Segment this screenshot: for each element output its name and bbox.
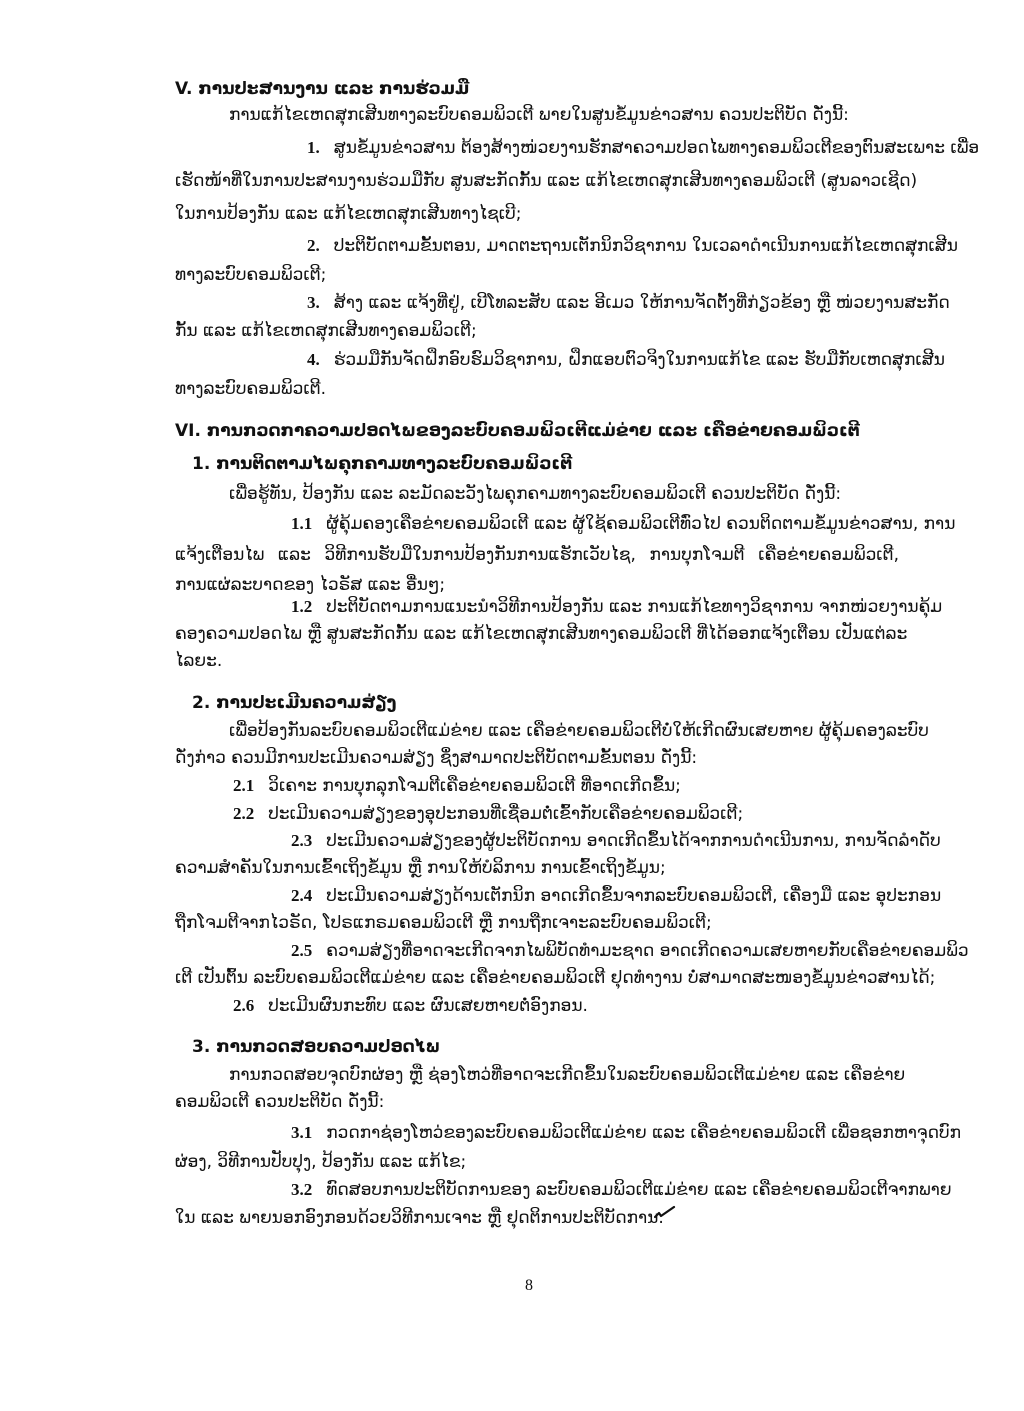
item-2-5-line-1: 2.5 ຄວາມສ່ຽງທີ່ອາດຈະເກີດຈາກໄພພິບັດທຳມະຊາດ ອາດເກີດຄວາມເສຍຫາຍກັບເຄືອຂ່າຍຄອມພິວ: [291, 941, 969, 961]
item-2-4-line-2: ຖືກໂຈມຕີຈາກໄວຣັດ, ໂປຣແກຣມຄອມພິວເຕີ ຫຼື ການຖືກເຈາະລະບົບຄອມພິວເຕີ;: [175, 913, 712, 933]
item-1-2-line-3: ໄລຍະ.: [175, 651, 223, 671]
item-3-2-line-1: 3.2 ທົດສອບການປະຕິບັດການຂອງ ລະບົບຄອມພິວເຕີແມ່ຂ່າຍ ແລະ ເຄືອຂ່າຍຄອມພິວເຕີຈາກພາຍ: [291, 1180, 952, 1200]
item-2-4-line-1: 2.4 ປະເມີນຄວາມສ່ຽງດ້ານເຕັກນິກ ອາດເກີດຂຶ້ນຈາກລະບົບຄອມພິວເຕີ, ເຄື່ອງມື ແລະ ອຸປະກອນ: [291, 886, 942, 906]
item-3-1-line-1: 3.1 ກວດກາຊ່ອງໂຫວ່ຂອງລະບົບຄອມພິວເຕີແມ່ຂ່າຍ ແລະ ເຄືອຂ່າຍຄອມພິວເຕີ ເພື່ອຊອກຫາຈຸດບົກ: [291, 1123, 961, 1143]
item-2-1: 2.1 ວິເຄາະ ການບຸກລຸກໂຈມຕີເຄືອຂ່າຍຄອມພິວເຕີ ທີ່ອາດເກີດຂຶ້ນ;: [233, 776, 681, 796]
page-number: 8: [525, 1277, 533, 1294]
subsection-1-heading: 1. ການຕິດຕາມໄພຄຸກຄາມທາງລະບົບຄອມພິວເຕີ: [192, 454, 573, 474]
item-v-1-line-3: ໃນການປ້ອງກັນ ແລະ ແກ້ໄຂເຫດສຸກເສີນທາງໄຊເບີ;: [175, 204, 522, 224]
item-1-2-line-1: 1.2 ປະຕິບັດຕາມການແນະນຳວິທີການປ້ອງກັນ ແລະ ການແກ້ໄຂທາງວິຊາການ ຈາກໜ່ວຍງານຄຸ້ມ: [291, 597, 943, 617]
section-v-heading: V. ການປະສານງານ ແລະ ການຮ່ວມມື: [175, 79, 470, 99]
section-vi-heading: VI. ການກວດກາຄວາມປອດໄພຂອງລະບົບຄອມພິວເຕີແມ່ຂ່າຍ ແລະ ເຄືອຂ່າຍຄອມພິວເຕີ: [175, 421, 860, 441]
section-v-intro: ການແກ້ໄຂເຫດສຸກເສີນທາງລະບົບຄອມພິວເຕີ ພາຍໃນສູນຂໍ້ມູນຂ່າວສານ ຄວນປະຕິບັດ ດັ່ງນີ້:: [229, 105, 849, 125]
item-2-6: 2.6 ປະເມີນຜົນກະທົບ ແລະ ຜົນເສຍຫາຍຕໍ່ອົງກອນ.: [233, 996, 588, 1016]
item-1-1-line-3: ການແຜ່ລະບາດຂອງ ໄວຣັສ ແລະ ອື່ນໆ;: [175, 575, 446, 595]
item-v-3-line-2: ກັ້ນ ແລະ ແກ້ໄຂເຫດສຸກເສີນທາງຄອມພິວເຕີ;: [175, 321, 477, 341]
subsection-3-intro-line-1: ການກວດສອບຈຸດບົກຜ່ອງ ຫຼື ຊ່ອງໂຫວ່ທີ່ອາດຈະເກີດຂຶ້ນໃນລະບົບຄອມພິວເຕີແມ່ຂ່າຍ ແລະ ເຄືອຂ່າຍ: [229, 1065, 906, 1085]
subsection-2-intro-line-1: ເພື່ອປ້ອງກັນລະບົບຄອມພິວເຕີແມ່ຂ່າຍ ແລະ ເຄືອຂ່າຍຄອມພິວເຕີບໍ່ໃຫ້ເກີດຜົນເສຍຫາຍ ຜູ້ຄຸ້ມຄອງລະບົບ: [229, 721, 929, 741]
item-v-2-line-2: ທາງລະບົບຄອມພິວເຕີ;: [175, 265, 327, 285]
item-number: 1.: [307, 138, 320, 157]
subsection-2-heading: 2. ການປະເມີນຄວາມສ່ຽງ: [192, 693, 397, 713]
item-v-4-line-2: ທາງລະບົບຄອມພິວເຕີ.: [175, 379, 327, 399]
item-3-1-line-2: ຜ່ອງ, ວິທີການປັບປຸງ, ປ້ອງກັນ ແລະ ແກ້ໄຂ;: [175, 1152, 467, 1172]
item-2-3-line-2: ຄວາມສຳຄັນໃນການເຂົ້າເຖິງຂໍ້ມູນ ຫຼື ການໃຫ້ບໍລິການ ການເຂົ້າເຖິງຂໍ້ມູນ;: [175, 858, 666, 878]
item-2-2: 2.2 ປະເມີນຄວາມສ່ຽງຂອງອຸປະກອນທີ່ເຊື່ອມຕໍ່ເຂົ້າກັບເຄືອຂ່າຍຄອມພິວເຕີ;: [233, 804, 744, 824]
subsection-3-heading: 3. ການກວດສອບຄວາມປອດໄພ: [192, 1037, 441, 1057]
item-2-3-line-1: 2.3 ປະເມີນຄວາມສ່ຽງຂອງຜູ້ປະຕິບັດການ ອາດເກີດຂຶ້ນໄດ້ຈາກການດຳເນີນການ, ການຈັດລຳດັບ: [291, 831, 941, 851]
item-v-1-line-2: ເຮັດໜ້າທີ່ໃນການປະສານງານຮ່ວມມືກັບ ສູນສະກັດກັ້ນ ແລະ ແກ້ໄຂເຫດສຸກເສີນທາງຄອມພິວເຕີ (ສູນລາວເຊີດ): [175, 171, 918, 191]
item-v-1-line-1: 1. ສູນຂໍ້ມູນຂ່າວສານ ຕ້ອງສ້າງໜ່ວຍງານຮັກສາຄວາມປອດໄພທາງຄອມພິວເຕີຂອງຕົນສະເພາະ ເພື່ອ: [175, 137, 899, 159]
item-1-1-line-2: ແຈ້ງເຕືອນໄພ ແລະ ວິທີການຮັບມືໃນການປ້ອງກັນການແຮັກເວັບໄຊ, ການບຸກໂຈມຕີ ເຄືອຂ່າຍຄອມພິວເຕີ,: [175, 545, 899, 565]
subsection-1-intro: ເພື່ອຮູ້ທັນ, ປ້ອງກັນ ແລະ ລະມັດລະວັງໄພຄຸກຄາມທາງລະບົບຄອມພິວເຕີ ຄວນປະຕິບັດ ດັ່ງນີ້:: [229, 484, 842, 504]
subsection-2-intro-line-2: ດັ່ງກ່າວ ຄວນມີການປະເມີນຄວາມສ່ຽງ ຊຶ່ງສາມາດປະຕິບັດຕາມຂັ້ນຕອນ ດັ່ງນີ້:: [175, 748, 698, 768]
item-v-3-line-1: 3. ສ້າງ ແລະ ແຈ້ງທີ່ຢູ່, ເບີໂທລະສັບ ແລະ ອີເມວ ໃຫ້ການຈັດຕັ້ງທີ່ກ່ຽວຂ້ອງ ຫຼື ໜ່ວຍງານສະກັດ: [307, 293, 950, 313]
item-v-2-line-1: 2. ປະຕິບັດຕາມຂັ້ນຕອນ, ມາດຕະຖານເຕັກນິກວິຊາການ ໃນເວລາດຳເນີນການແກ້ໄຂເຫດສຸກເສີນ: [307, 236, 958, 256]
item-2-5-line-2: ເຕີ ເປັນຕົ້ນ ລະບົບຄອມພິວເຕີແມ່ຂ່າຍ ແລະ ເຄືອຂ່າຍຄອມພິວເຕີ ຢຸດທຳງານ ບໍ່ສາມາດສະໜອງຂໍ້ມູນຂ່າວສານໄດ້;: [175, 968, 936, 988]
item-1-1-line-1: 1.1 ຜູ້ຄຸ້ມຄອງເຄືອຂ່າຍຄອມພິວເຕີ ແລະ ຜູ້ໃຊ້ຄອມພິວເຕີທົ່ວໄປ ຄວນຕິດຕາມຂໍ້ມູນຂ່າວສານ, ການ: [291, 514, 956, 534]
item-3-2-line-2: ໃນ ແລະ ພາຍນອກອົງກອນດ້ວຍວິທີການເຈາະ ຫຼື ຢຸດຕິການປະຕິບັດການ.: [175, 1208, 664, 1228]
item-v-4-line-1: 4. ຮ່ວມມືກັນຈັດຝຶກອົບຮົມວິຊາການ, ຝຶກແອບຕົວຈິງໃນການແກ້ໄຂ ແລະ ຮັບມືກັບເຫດສຸກເສີນ: [307, 350, 945, 370]
item-1-2-line-2: ຄອງຄວາມປອດໄພ ຫຼື ສູນສະກັດກັ້ນ ແລະ ແກ້ໄຂເຫດສຸກເສີນທາງຄອມພິວເຕີ ທີ່ໄດ້ອອກແຈ້ງເຕືອນ ເປັນແຕ່ລະ: [175, 624, 908, 644]
initial-mark-icon: [654, 1204, 676, 1220]
subsection-3-intro-line-2: ຄອມພິວເຕີ ຄວນປະຕິບັດ ດັ່ງນີ້:: [175, 1092, 385, 1112]
